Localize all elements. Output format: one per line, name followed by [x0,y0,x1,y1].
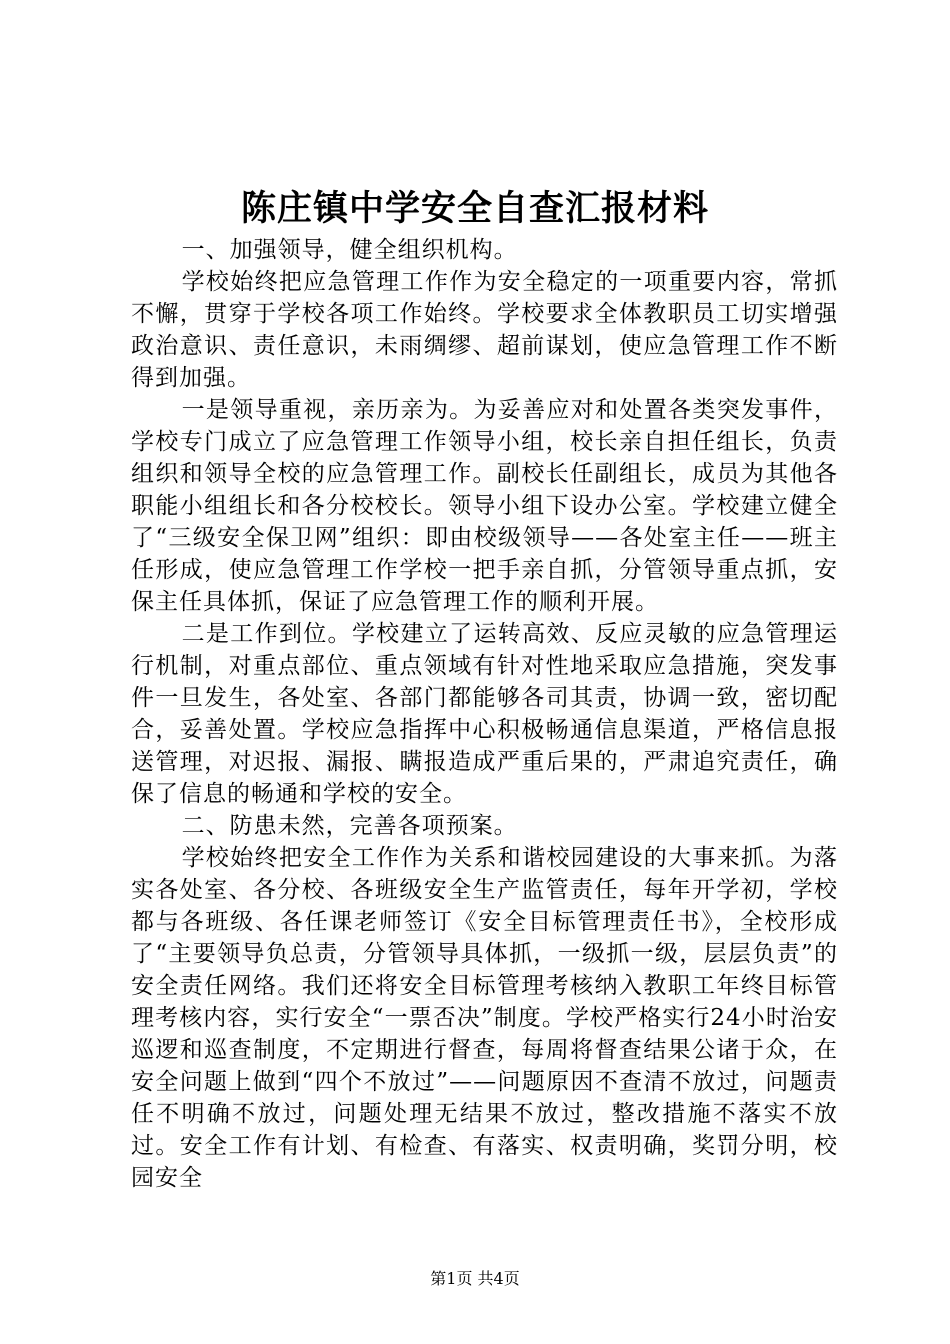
paragraph: 二是工作到位。学校建立了运转高效、反应灵敏的应急管理运行机制，对重点部位、重点领域有针对性地采取应急措施，突发事件一旦发生，各处室、各部门都能够各司其责，协调一致，密切配合，妥善处置。学校应急指挥中心积极畅通信息渠道，严格信息报送管理，对迟报、漏报、瞒报造成严重后果的，严肃追究责任，确保了信息的畅通和学校的安全。 [131,621,838,807]
paragraph: 学校始终把应急管理工作作为安全稳定的一项重要内容，常抓不懈，贯穿于学校各项工作始终。学校要求全体教职员工切实增强政治意识、责任意识，未雨绸缪、超前谋划，使应急管理工作不断得到加强。 [131,269,838,391]
page-footer: 第1页 共4页 [430,1269,520,1288]
document-title: 陈庄镇中学安全自查汇报材料 [240,188,709,229]
paragraph: 学校始终把安全工作作为关系和谐校园建设的大事来抓。为落实各处室、各分校、各班级安全生产监管责任，每年开学初，学校都与各班级、各任课老师签订《安全目标管理责任书》，全校形成了“主要领导负总责，分管领导具体抓，一级抓一级，层层负责”的安全责任网络。我们还将安全目标管理考核纳入教职工年终目标管理考核内容，实行安全“一票否决”制度。学校严格实行24小时治安巡逻和巡查制度，不定期进行督查，每周将督查结果公诸于众，在安全问题上做到“四个不放过”——问题原因不查清不放过，问题责任不明确不放过，问题处理无结果不放过，整改措施不落实不放过。安全工作有计划、有检查、有落实、权责明确，奖罚分明，校园安全 [131,845,838,1191]
section-heading-1: 一、加强领导，健全组织机构。 [181,237,518,263]
paragraph: 一是领导重视，亲历亲为。为妥善应对和处置各类突发事件，学校专门成立了应急管理工作领导小组，校长亲自担任组长，负责组织和领导全校的应急管理工作。副校长任副组长，成员为其他各职能小组组长和各分校校长。领导小组下设办公室。学校建立健全了“三级安全保卫网”组织：即由校级领导——各处室主任——班主任形成，使应急管理工作学校一把手亲自抓，分管领导重点抓，安保主任具体抓，保证了应急管理工作的顺利开展。 [131,397,838,615]
document-body [131,234,838,1194]
section-heading-2: 二、防患未然，完善各项预案。 [181,813,518,839]
